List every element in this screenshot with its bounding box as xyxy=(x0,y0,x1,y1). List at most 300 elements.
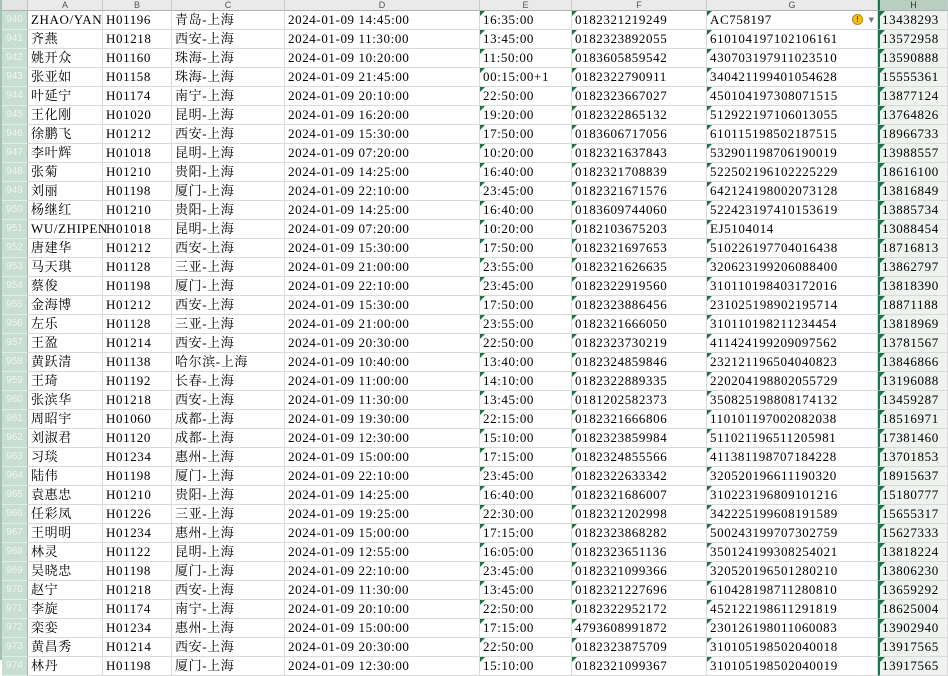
cell-passenger-name[interactable]: 栾娈 xyxy=(28,619,103,638)
cell-id-number[interactable]: 500243199707302759 xyxy=(707,524,878,543)
cell-route[interactable]: 西安-上海 xyxy=(172,296,285,315)
cell-order-no[interactable]: 0182321666806 xyxy=(572,410,707,429)
cell-departure-datetime[interactable]: 2024-01-09 20:30:00 xyxy=(285,638,480,657)
cell-flight-no[interactable]: H01198 xyxy=(103,467,172,486)
cell-id-number[interactable]: 610115198502187515 xyxy=(707,125,878,144)
cell-passenger-name[interactable]: 赵宁 xyxy=(28,581,103,600)
cell-passenger-name[interactable]: ZHAO/YAN xyxy=(28,11,103,30)
cell-route[interactable]: 厦门-上海 xyxy=(172,277,285,296)
row-header[interactable]: 968 xyxy=(2,543,28,562)
cell-departure-datetime[interactable]: 2024-01-09 20:30:00 xyxy=(285,334,480,353)
cell-order-no[interactable]: 0182322790911 xyxy=(572,68,707,87)
cell-phone[interactable]: 13572958 xyxy=(878,30,948,49)
cell-phone[interactable]: 13088454 xyxy=(878,220,948,239)
cell-arrival-time[interactable]: 22:50:00 xyxy=(480,600,572,619)
row-header[interactable]: 972 xyxy=(2,619,28,638)
cell-id-number[interactable]: 610428198711280810 xyxy=(707,581,878,600)
cell-phone[interactable]: 13818390 xyxy=(878,277,948,296)
cell-id-number[interactable]: AC758197 ! ▼ xyxy=(707,11,878,30)
cell-departure-datetime[interactable]: 2024-01-09 11:30:00 xyxy=(285,30,480,49)
row-header[interactable]: 946 xyxy=(2,125,28,144)
cell-passenger-name[interactable]: 叶延宁 xyxy=(28,87,103,106)
cell-flight-no[interactable]: H01018 xyxy=(103,144,172,163)
cell-id-number[interactable]: 610104197102106161 xyxy=(707,30,878,49)
cell-arrival-time[interactable]: 17:50:00 xyxy=(480,296,572,315)
cell-phone[interactable]: 13885734 xyxy=(878,201,948,220)
cell-flight-no[interactable]: H01174 xyxy=(103,87,172,106)
row-header[interactable]: 969 xyxy=(2,562,28,581)
cell-id-number[interactable]: 350124199308254021 xyxy=(707,543,878,562)
cell-phone[interactable]: 13988557 xyxy=(878,144,948,163)
cell-departure-datetime[interactable]: 2024-01-09 22:10:00 xyxy=(285,277,480,296)
cell-id-number[interactable]: 342225199608191589 xyxy=(707,505,878,524)
cell-order-no[interactable]: 0182323875709 xyxy=(572,638,707,657)
cell-phone[interactable]: 15627333 xyxy=(878,524,948,543)
cell-flight-no[interactable]: H01218 xyxy=(103,30,172,49)
cell-departure-datetime[interactable]: 2024-01-09 14:25:00 xyxy=(285,486,480,505)
cell-flight-no[interactable]: H01122 xyxy=(103,543,172,562)
cell-passenger-name[interactable]: WU/ZHIPEN xyxy=(28,220,103,239)
cell-order-no[interactable]: 0182324859846 xyxy=(572,353,707,372)
cell-route[interactable]: 惠州-上海 xyxy=(172,524,285,543)
cell-phone[interactable]: 18716813 xyxy=(878,239,948,258)
cell-passenger-name[interactable]: 习琰 xyxy=(28,448,103,467)
cell-flight-no[interactable]: H01214 xyxy=(103,334,172,353)
cell-flight-no[interactable]: H01018 xyxy=(103,220,172,239)
row-header[interactable]: 942 xyxy=(2,49,28,68)
cell-route[interactable]: 三亚-上海 xyxy=(172,258,285,277)
cell-phone[interactable]: 15180777 xyxy=(878,486,948,505)
cell-passenger-name[interactable]: 金海博 xyxy=(28,296,103,315)
cell-passenger-name[interactable]: 陆伟 xyxy=(28,467,103,486)
row-header[interactable]: 960 xyxy=(2,391,28,410)
row-header[interactable]: 940 xyxy=(2,11,28,30)
cell-passenger-name[interactable]: 张亚如 xyxy=(28,68,103,87)
cell-route[interactable]: 青岛-上海 xyxy=(172,11,285,30)
cell-phone[interactable]: 13781567 xyxy=(878,334,948,353)
cell-arrival-time[interactable]: 13:45:00 xyxy=(480,581,572,600)
row-header[interactable]: 953 xyxy=(2,258,28,277)
cell-id-number[interactable]: 230126198011060083 xyxy=(707,619,878,638)
cell-order-no[interactable]: 0182322919560 xyxy=(572,277,707,296)
cell-arrival-time[interactable]: 16:40:00 xyxy=(480,486,572,505)
cell-passenger-name[interactable]: 徐鹏飞 xyxy=(28,125,103,144)
cell-departure-datetime[interactable]: 2024-01-09 12:30:00 xyxy=(285,429,480,448)
row-header[interactable]: 948 xyxy=(2,163,28,182)
cell-passenger-name[interactable]: 王琦 xyxy=(28,372,103,391)
cell-order-no[interactable]: 0182321666050 xyxy=(572,315,707,334)
cell-route[interactable]: 昆明-上海 xyxy=(172,543,285,562)
cell-arrival-time[interactable]: 00:15:00+1 xyxy=(480,68,572,87)
cell-route[interactable]: 成都-上海 xyxy=(172,429,285,448)
row-header[interactable]: 959 xyxy=(2,372,28,391)
cell-route[interactable]: 厦门-上海 xyxy=(172,182,285,201)
cell-id-number[interactable]: 510226197704016438 xyxy=(707,239,878,258)
cell-passenger-name[interactable]: 杨继红 xyxy=(28,201,103,220)
cell-order-no[interactable]: 0182321637843 xyxy=(572,144,707,163)
cell-route[interactable]: 长春-上海 xyxy=(172,372,285,391)
cell-departure-datetime[interactable]: 2024-01-09 19:30:00 xyxy=(285,410,480,429)
cell-order-no[interactable]: 0182322633342 xyxy=(572,467,707,486)
row-header[interactable]: 967 xyxy=(2,524,28,543)
cell-route[interactable]: 三亚-上海 xyxy=(172,315,285,334)
row-header[interactable]: 951 xyxy=(2,220,28,239)
cell-arrival-time[interactable]: 14:10:00 xyxy=(480,372,572,391)
cell-id-number[interactable]: 231025198902195714 xyxy=(707,296,878,315)
cell-phone[interactable]: 13877124 xyxy=(878,87,948,106)
cell-id-number[interactable]: 511021196511205981 xyxy=(707,429,878,448)
cell-id-number[interactable]: 340421199401054628 xyxy=(707,68,878,87)
cell-phone[interactable]: 18915637 xyxy=(878,467,948,486)
cell-departure-datetime[interactable]: 2024-01-09 21:45:00 xyxy=(285,68,480,87)
cell-passenger-name[interactable]: 黄跃清 xyxy=(28,353,103,372)
cell-passenger-name[interactable]: 吴晓忠 xyxy=(28,562,103,581)
cell-order-no[interactable]: 0182321708839 xyxy=(572,163,707,182)
cell-arrival-time[interactable]: 13:45:00 xyxy=(480,391,572,410)
cell-route[interactable]: 贵阳-上海 xyxy=(172,486,285,505)
cell-order-no[interactable]: 0182321099367 xyxy=(572,657,707,676)
cell-arrival-time[interactable]: 22:50:00 xyxy=(480,87,572,106)
cell-phone[interactable]: 18625004 xyxy=(878,600,948,619)
cell-phone[interactable]: 15655317 xyxy=(878,505,948,524)
cell-departure-datetime[interactable]: 2024-01-09 21:00:00 xyxy=(285,315,480,334)
cell-flight-no[interactable]: H01212 xyxy=(103,239,172,258)
cell-id-number[interactable]: 522423197410153619 xyxy=(707,201,878,220)
cell-passenger-name[interactable]: 袁惠忠 xyxy=(28,486,103,505)
cell-order-no[interactable]: 0182323667027 xyxy=(572,87,707,106)
cell-arrival-time[interactable]: 16:40:00 xyxy=(480,163,572,182)
cell-id-number[interactable]: 320520196611190320 xyxy=(707,467,878,486)
cell-departure-datetime[interactable]: 2024-01-09 11:30:00 xyxy=(285,581,480,600)
cell-departure-datetime[interactable]: 2024-01-09 15:00:00 xyxy=(285,619,480,638)
cell-id-number[interactable]: EJ5104014 xyxy=(707,220,878,239)
cell-flight-no[interactable]: H01198 xyxy=(103,182,172,201)
cell-route[interactable]: 昆明-上海 xyxy=(172,106,285,125)
cell-arrival-time[interactable]: 16:05:00 xyxy=(480,543,572,562)
cell-departure-datetime[interactable]: 2024-01-09 10:20:00 xyxy=(285,49,480,68)
cell-arrival-time[interactable]: 13:40:00 xyxy=(480,353,572,372)
warning-dropdown-arrow-icon[interactable]: ▼ xyxy=(868,16,874,24)
cell-order-no[interactable]: 0182321671576 xyxy=(572,182,707,201)
cell-id-number[interactable]: 232121196504040823 xyxy=(707,353,878,372)
cell-order-no[interactable]: 0182322865132 xyxy=(572,106,707,125)
cell-route[interactable]: 厦门-上海 xyxy=(172,467,285,486)
cell-passenger-name[interactable]: 左乐 xyxy=(28,315,103,334)
row-header[interactable]: 945 xyxy=(2,106,28,125)
row-header[interactable]: 964 xyxy=(2,467,28,486)
cell-arrival-time[interactable]: 17:50:00 xyxy=(480,239,572,258)
cell-phone[interactable]: 13917565 xyxy=(878,638,948,657)
cell-route[interactable]: 西安-上海 xyxy=(172,125,285,144)
cell-order-no[interactable]: 4793608991872 xyxy=(572,619,707,638)
cell-departure-datetime[interactable]: 2024-01-09 22:10:00 xyxy=(285,562,480,581)
row-header[interactable]: 965 xyxy=(2,486,28,505)
row-header[interactable]: 974 xyxy=(2,657,28,676)
cell-passenger-name[interactable]: 齐燕 xyxy=(28,30,103,49)
row-header[interactable]: 966 xyxy=(2,505,28,524)
cell-flight-no[interactable]: H01214 xyxy=(103,638,172,657)
cell-id-number[interactable]: 452122198611291819 xyxy=(707,600,878,619)
cell-route[interactable]: 惠州-上海 xyxy=(172,619,285,638)
cell-phone[interactable]: 18616100 xyxy=(878,163,948,182)
cell-order-no[interactable]: 0182322952172 xyxy=(572,600,707,619)
cell-route[interactable]: 贵阳-上海 xyxy=(172,201,285,220)
row-header[interactable]: 941 xyxy=(2,30,28,49)
cell-passenger-name[interactable]: 任彩凤 xyxy=(28,505,103,524)
cell-departure-datetime[interactable]: 2024-01-09 10:40:00 xyxy=(285,353,480,372)
cell-phone[interactable]: 13659292 xyxy=(878,581,948,600)
cell-flight-no[interactable]: H01210 xyxy=(103,163,172,182)
cell-departure-datetime[interactable]: 2024-01-09 15:30:00 xyxy=(285,125,480,144)
cell-phone[interactable]: 13818224 xyxy=(878,543,948,562)
cell-arrival-time[interactable]: 23:45:00 xyxy=(480,182,572,201)
cell-departure-datetime[interactable]: 2024-01-09 22:10:00 xyxy=(285,467,480,486)
cell-arrival-time[interactable]: 23:45:00 xyxy=(480,467,572,486)
cell-phone[interactable]: 13438293 xyxy=(878,11,948,30)
cell-departure-datetime[interactable]: 2024-01-09 07:20:00 xyxy=(285,144,480,163)
cell-arrival-time[interactable]: 15:10:00 xyxy=(480,657,572,676)
cell-flight-no[interactable]: H01192 xyxy=(103,372,172,391)
row-header[interactable]: 971 xyxy=(2,600,28,619)
row-header[interactable]: 973 xyxy=(2,638,28,657)
cell-route[interactable]: 珠海-上海 xyxy=(172,68,285,87)
row-header[interactable]: 961 xyxy=(2,410,28,429)
cell-phone[interactable]: 17381460 xyxy=(878,429,948,448)
cell-arrival-time[interactable]: 23:55:00 xyxy=(480,258,572,277)
cell-phone[interactable]: 13701853 xyxy=(878,448,948,467)
cell-departure-datetime[interactable]: 2024-01-09 16:20:00 xyxy=(285,106,480,125)
cell-departure-datetime[interactable]: 2024-01-09 19:25:00 xyxy=(285,505,480,524)
row-header[interactable]: 955 xyxy=(2,296,28,315)
cell-flight-no[interactable]: H01158 xyxy=(103,68,172,87)
cell-phone[interactable]: 13764826 xyxy=(878,106,948,125)
row-header[interactable]: 949 xyxy=(2,182,28,201)
cell-flight-no[interactable]: H01198 xyxy=(103,562,172,581)
cell-departure-datetime[interactable]: 2024-01-09 15:30:00 xyxy=(285,296,480,315)
cell-arrival-time[interactable]: 10:20:00 xyxy=(480,220,572,239)
cell-departure-datetime[interactable]: 2024-01-09 07:20:00 xyxy=(285,220,480,239)
cell-phone[interactable]: 18966733 xyxy=(878,125,948,144)
cell-phone[interactable]: 13590888 xyxy=(878,49,948,68)
cell-id-number[interactable]: 411424199209097562 xyxy=(707,334,878,353)
cell-order-no[interactable]: 0183605859542 xyxy=(572,49,707,68)
cell-id-number[interactable]: 310110198403172016 xyxy=(707,277,878,296)
row-header[interactable]: 962 xyxy=(2,429,28,448)
cell-arrival-time[interactable]: 22:15:00 xyxy=(480,410,572,429)
cell-passenger-name[interactable]: 蔡俊 xyxy=(28,277,103,296)
cell-flight-no[interactable]: H01234 xyxy=(103,619,172,638)
cell-passenger-name[interactable]: 张滨华 xyxy=(28,391,103,410)
cell-order-no[interactable]: 0182321099366 xyxy=(572,562,707,581)
cell-order-no[interactable]: 0183606717056 xyxy=(572,125,707,144)
cell-flight-no[interactable]: H01128 xyxy=(103,315,172,334)
cell-order-no[interactable]: 0182321697653 xyxy=(572,239,707,258)
cell-order-no[interactable]: 0182321219249 xyxy=(572,11,707,30)
cell-id-number[interactable]: 220204198802055729 xyxy=(707,372,878,391)
cell-arrival-time[interactable]: 16:40:00 xyxy=(480,201,572,220)
cell-arrival-time[interactable]: 17:15:00 xyxy=(480,619,572,638)
error-warning-icon[interactable]: ! xyxy=(852,14,863,25)
cell-arrival-time[interactable]: 23:55:00 xyxy=(480,315,572,334)
row-header[interactable]: 958 xyxy=(2,353,28,372)
row-header[interactable]: 943 xyxy=(2,68,28,87)
cell-id-number[interactable]: 522502196102225229 xyxy=(707,163,878,182)
cell-departure-datetime[interactable]: 2024-01-09 11:00:00 xyxy=(285,372,480,391)
cell-departure-datetime[interactable]: 2024-01-09 20:10:00 xyxy=(285,600,480,619)
row-header[interactable]: 956 xyxy=(2,315,28,334)
cell-departure-datetime[interactable]: 2024-01-09 15:00:00 xyxy=(285,524,480,543)
cell-departure-datetime[interactable]: 2024-01-09 12:55:00 xyxy=(285,543,480,562)
cell-order-no[interactable]: 0182323868282 xyxy=(572,524,707,543)
cell-route[interactable]: 贵阳-上海 xyxy=(172,163,285,182)
cell-arrival-time[interactable]: 22:50:00 xyxy=(480,334,572,353)
cell-arrival-time[interactable]: 17:15:00 xyxy=(480,524,572,543)
cell-route[interactable]: 西安-上海 xyxy=(172,334,285,353)
column-header-H[interactable]: H xyxy=(878,0,948,11)
row-header[interactable]: 954 xyxy=(2,277,28,296)
cell-order-no[interactable]: 0182321626635 xyxy=(572,258,707,277)
cell-route[interactable]: 哈尔滨-上海 xyxy=(172,353,285,372)
cell-departure-datetime[interactable]: 2024-01-09 12:30:00 xyxy=(285,657,480,676)
cell-route[interactable]: 西安-上海 xyxy=(172,239,285,258)
cell-phone[interactable]: 13846866 xyxy=(878,353,948,372)
cell-route[interactable]: 厦门-上海 xyxy=(172,657,285,676)
cell-flight-no[interactable]: H01212 xyxy=(103,125,172,144)
cell-flight-no[interactable]: H01128 xyxy=(103,258,172,277)
cell-phone[interactable]: 18871188 xyxy=(878,296,948,315)
cell-passenger-name[interactable]: 刘淑君 xyxy=(28,429,103,448)
cell-order-no[interactable]: 0182321227696 xyxy=(572,581,707,600)
cell-route[interactable]: 南宁-上海 xyxy=(172,600,285,619)
cell-arrival-time[interactable]: 11:50:00 xyxy=(480,49,572,68)
cell-route[interactable]: 西安-上海 xyxy=(172,581,285,600)
cell-id-number[interactable]: 642124198002073128 xyxy=(707,182,878,201)
cell-departure-datetime[interactable]: 2024-01-09 20:10:00 xyxy=(285,87,480,106)
cell-arrival-time[interactable]: 22:30:00 xyxy=(480,505,572,524)
cell-arrival-time[interactable]: 10:20:00 xyxy=(480,144,572,163)
column-header-B[interactable]: B xyxy=(103,0,172,11)
cell-flight-no[interactable]: H01138 xyxy=(103,353,172,372)
cell-passenger-name[interactable]: 黄昌秀 xyxy=(28,638,103,657)
cell-passenger-name[interactable]: 张菊 xyxy=(28,163,103,182)
cell-order-no[interactable]: 0182323886456 xyxy=(572,296,707,315)
cell-route[interactable]: 西安-上海 xyxy=(172,638,285,657)
cell-arrival-time[interactable]: 23:45:00 xyxy=(480,562,572,581)
cell-arrival-time[interactable]: 15:10:00 xyxy=(480,429,572,448)
row-header[interactable]: 963 xyxy=(2,448,28,467)
cell-flight-no[interactable]: H01210 xyxy=(103,201,172,220)
cell-flight-no[interactable]: H01120 xyxy=(103,429,172,448)
cell-order-no[interactable]: 0182323651136 xyxy=(572,543,707,562)
column-header-A[interactable]: A xyxy=(28,0,103,11)
cell-id-number[interactable]: 532901198706190019 xyxy=(707,144,878,163)
cell-id-number[interactable]: 310105198502040019 xyxy=(707,657,878,676)
cell-route[interactable]: 三亚-上海 xyxy=(172,505,285,524)
cell-order-no[interactable]: 0182324855566 xyxy=(572,448,707,467)
cell-departure-datetime[interactable]: 2024-01-09 15:30:00 xyxy=(285,239,480,258)
cell-departure-datetime[interactable]: 2024-01-09 21:00:00 xyxy=(285,258,480,277)
cell-flight-no[interactable]: H01198 xyxy=(103,277,172,296)
cell-order-no[interactable]: 0182323859984 xyxy=(572,429,707,448)
cell-order-no[interactable]: 0182103675203 xyxy=(572,220,707,239)
cell-order-no[interactable]: 0181202582373 xyxy=(572,391,707,410)
cell-arrival-time[interactable]: 13:45:00 xyxy=(480,30,572,49)
cell-phone[interactable]: 15555361 xyxy=(878,68,948,87)
cell-order-no[interactable]: 0182321686007 xyxy=(572,486,707,505)
cell-arrival-time[interactable]: 23:45:00 xyxy=(480,277,572,296)
cell-phone[interactable]: 13459287 xyxy=(878,391,948,410)
column-header-E[interactable]: E xyxy=(480,0,572,11)
cell-departure-datetime[interactable]: 2024-01-09 22:10:00 xyxy=(285,182,480,201)
cell-arrival-time[interactable]: 19:20:00 xyxy=(480,106,572,125)
row-header[interactable]: 957 xyxy=(2,334,28,353)
cell-flight-no[interactable]: H01234 xyxy=(103,524,172,543)
cell-order-no[interactable]: 0182323730219 xyxy=(572,334,707,353)
cell-arrival-time[interactable]: 16:35:00 xyxy=(480,11,572,30)
cell-phone[interactable]: 13806230 xyxy=(878,562,948,581)
cell-flight-no[interactable]: H01160 xyxy=(103,49,172,68)
cell-route[interactable]: 珠海-上海 xyxy=(172,49,285,68)
cell-order-no[interactable]: 0182321202998 xyxy=(572,505,707,524)
cell-flight-no[interactable]: H01060 xyxy=(103,410,172,429)
cell-id-number[interactable]: 430703197911023510 xyxy=(707,49,878,68)
cell-route[interactable]: 厦门-上海 xyxy=(172,562,285,581)
cell-passenger-name[interactable]: 王盈 xyxy=(28,334,103,353)
cell-route[interactable]: 惠州-上海 xyxy=(172,448,285,467)
cell-passenger-name[interactable]: 周昭宇 xyxy=(28,410,103,429)
cell-id-number[interactable]: 350825198808174132 xyxy=(707,391,878,410)
cell-id-number[interactable]: 320623199206088400 xyxy=(707,258,878,277)
cell-departure-datetime[interactable]: 2024-01-09 11:30:00 xyxy=(285,391,480,410)
cell-id-number[interactable]: 512922197106013055 xyxy=(707,106,878,125)
cell-phone[interactable]: 13862797 xyxy=(878,258,948,277)
column-header-C[interactable]: C xyxy=(172,0,285,11)
cell-flight-no[interactable]: H01218 xyxy=(103,391,172,410)
cell-passenger-name[interactable]: 王化刚 xyxy=(28,106,103,125)
cell-route[interactable]: 西安-上海 xyxy=(172,391,285,410)
cell-flight-no[interactable]: H01196 xyxy=(103,11,172,30)
cell-route[interactable]: 西安-上海 xyxy=(172,30,285,49)
cell-flight-no[interactable]: H01212 xyxy=(103,296,172,315)
cell-passenger-name[interactable]: 王明明 xyxy=(28,524,103,543)
cell-passenger-name[interactable]: 李叶辉 xyxy=(28,144,103,163)
cell-passenger-name[interactable]: 刘丽 xyxy=(28,182,103,201)
cell-id-number[interactable]: 310223196809101216 xyxy=(707,486,878,505)
select-all-corner[interactable] xyxy=(2,0,28,11)
cell-flight-no[interactable]: H01174 xyxy=(103,600,172,619)
cell-order-no[interactable]: 0183609744060 xyxy=(572,201,707,220)
cell-flight-no[interactable]: H01218 xyxy=(103,581,172,600)
cell-departure-datetime[interactable]: 2024-01-09 14:25:00 xyxy=(285,163,480,182)
cell-flight-no[interactable]: H01234 xyxy=(103,448,172,467)
cell-phone[interactable]: 13816849 xyxy=(878,182,948,201)
cell-departure-datetime[interactable]: 2024-01-09 14:45:00 xyxy=(285,11,480,30)
cell-flight-no[interactable]: H01020 xyxy=(103,106,172,125)
cell-phone[interactable]: 18516971 xyxy=(878,410,948,429)
cell-id-number[interactable]: 450104197308071515 xyxy=(707,87,878,106)
cell-route[interactable]: 成都-上海 xyxy=(172,410,285,429)
cell-passenger-name[interactable]: 唐建华 xyxy=(28,239,103,258)
cell-order-no[interactable]: 0182322889335 xyxy=(572,372,707,391)
column-header-G[interactable]: G xyxy=(707,0,878,11)
cell-passenger-name[interactable]: 林丹 xyxy=(28,657,103,676)
row-header[interactable]: 970 xyxy=(2,581,28,600)
cell-passenger-name[interactable]: 姚开众 xyxy=(28,49,103,68)
cell-passenger-name[interactable]: 李旋 xyxy=(28,600,103,619)
cell-id-number[interactable]: 320520196501280210 xyxy=(707,562,878,581)
cell-id-number[interactable]: 411381198707184228 xyxy=(707,448,878,467)
cell-arrival-time[interactable]: 17:15:00 xyxy=(480,448,572,467)
